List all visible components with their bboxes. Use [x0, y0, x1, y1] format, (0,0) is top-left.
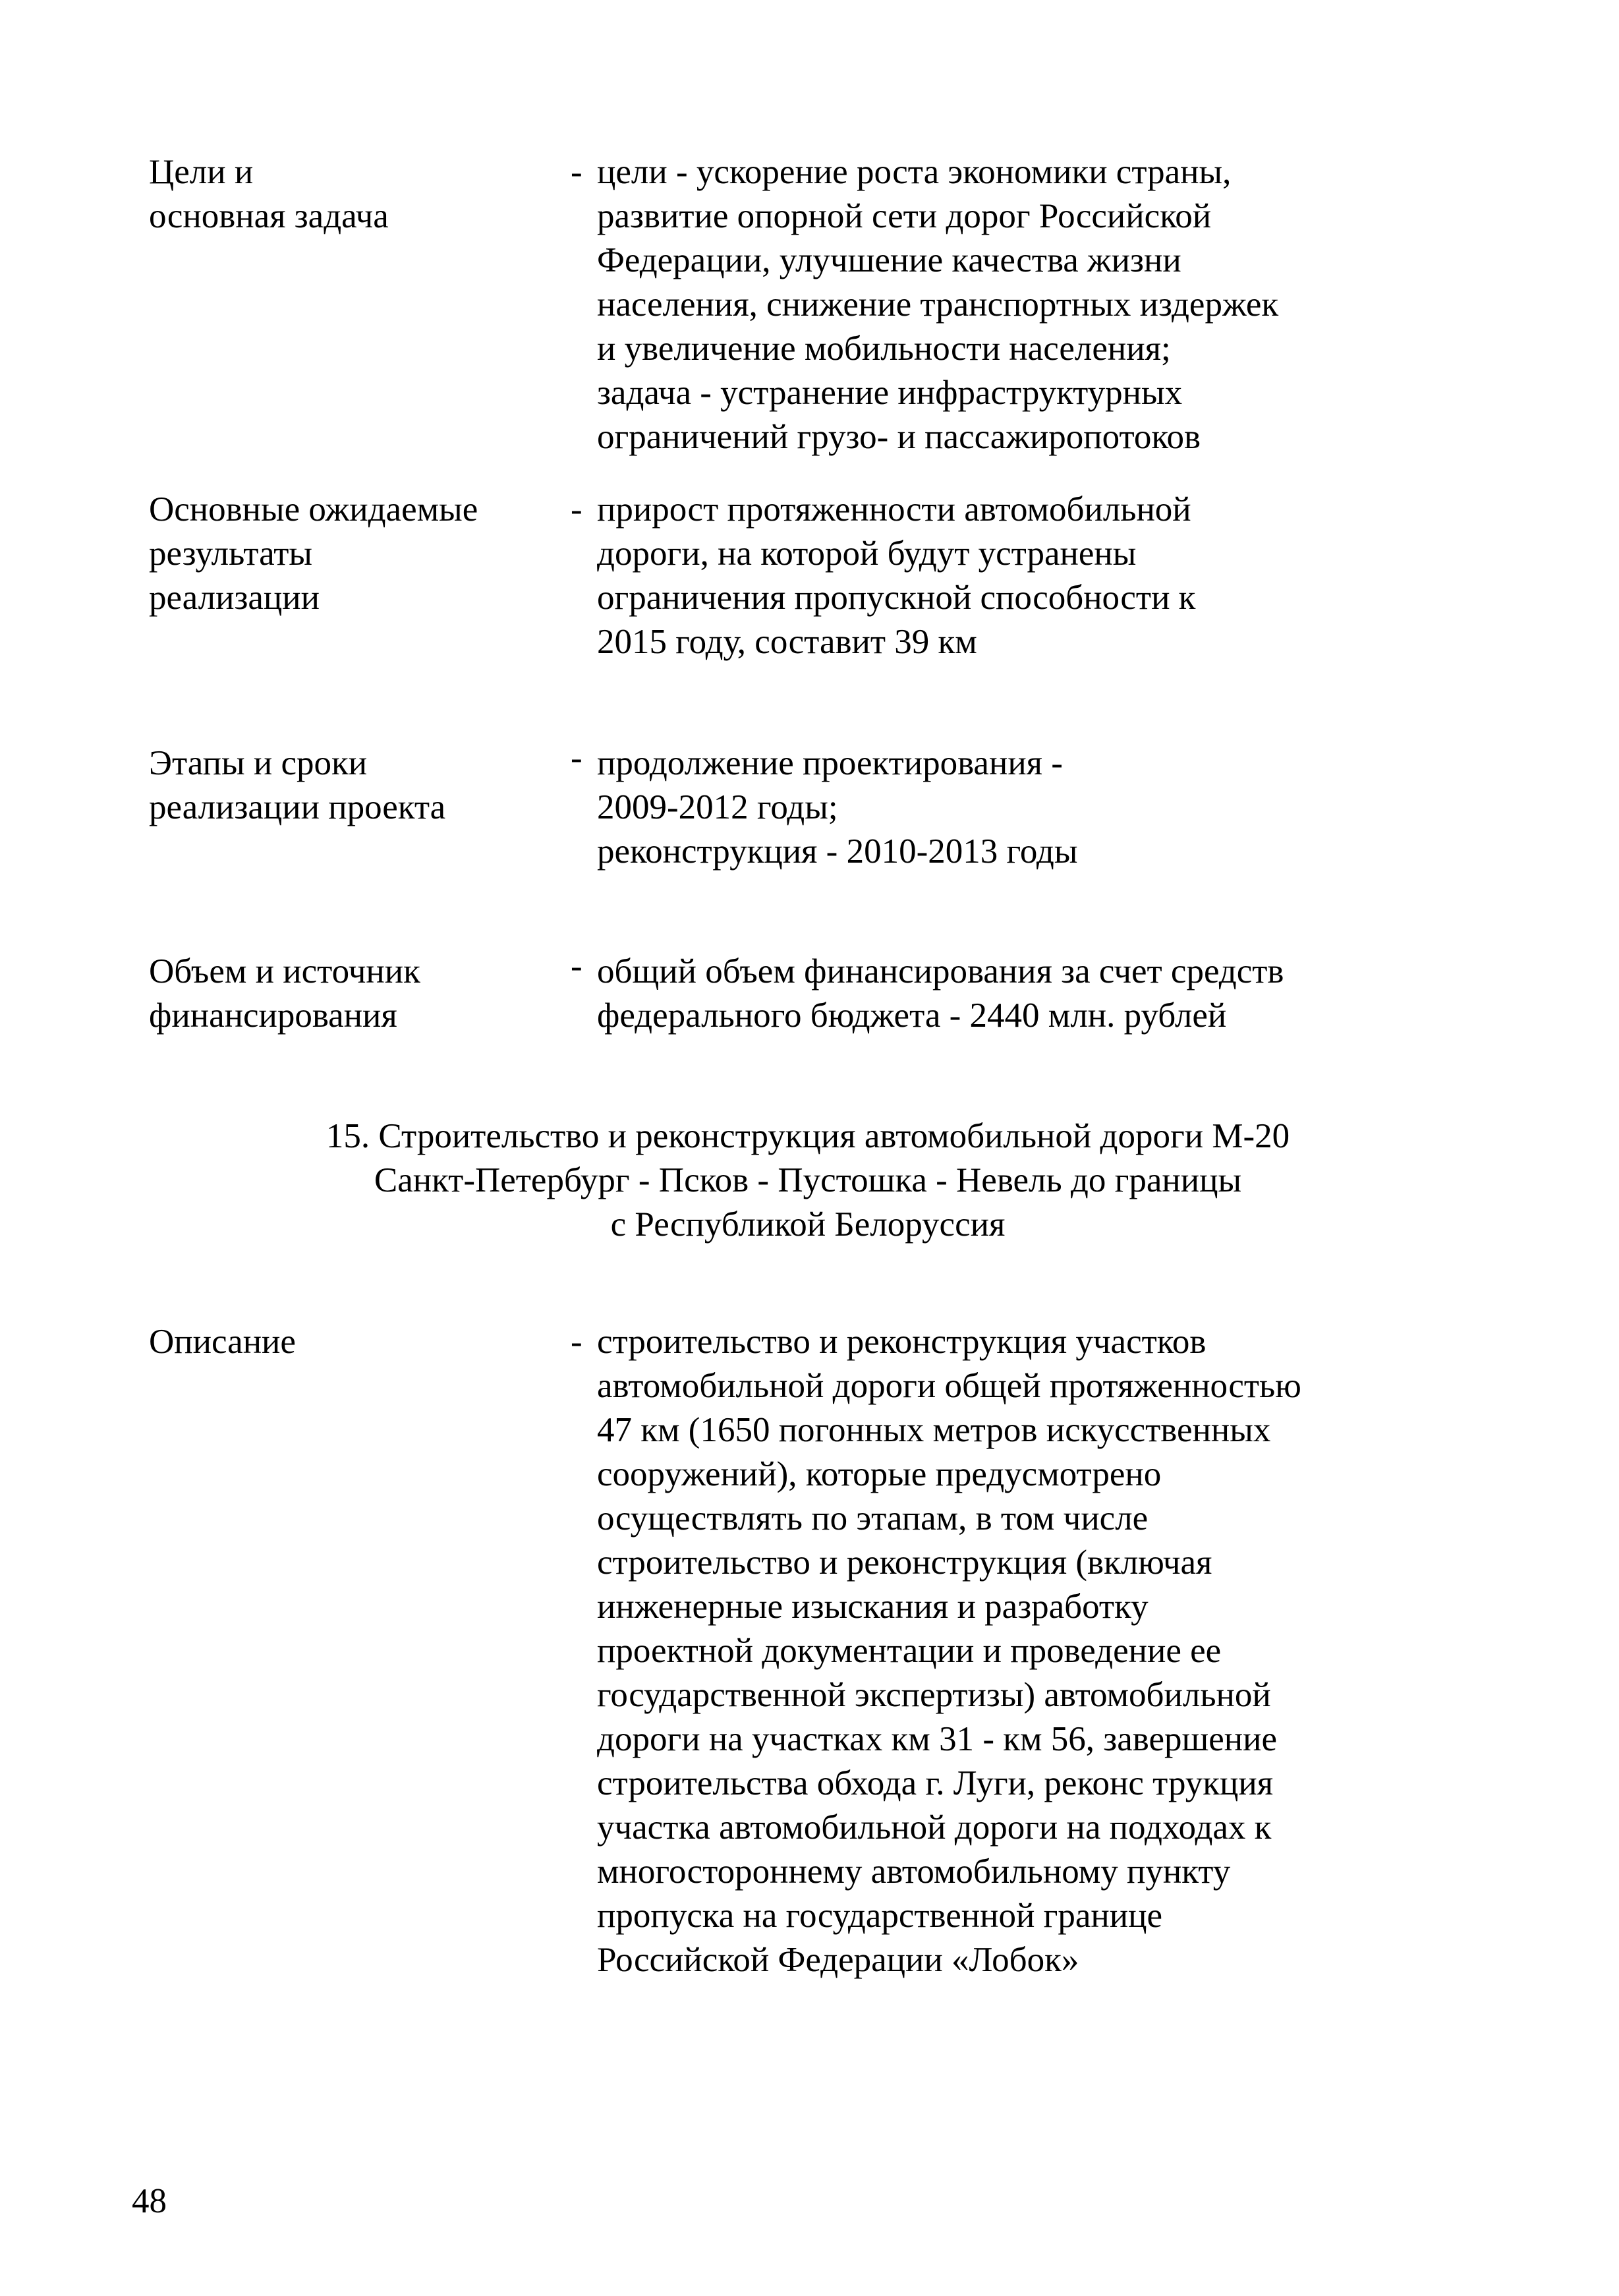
row-label: Цели и основная задача: [149, 153, 389, 235]
row-value: общий объем финансирования за счет средств федерального бюджета - 2440 млн. рублей: [597, 952, 1284, 1035]
row-label: Этапы и сроки реализации проекта: [149, 744, 446, 826]
row-dash: -: [571, 739, 582, 777]
row-value: цели - ускорение роста экономики страны, развитие опорной сети дорог Российской Федерации, улучшение качества жизни населения, снижение транспортных издержек и увеличение мобильности населения; задача - устранение инфраструктурных ограничений грузо- и пассажиропотоков: [597, 153, 1279, 456]
row-dash: -: [571, 947, 582, 985]
row-dash: -: [571, 1323, 582, 1361]
row-label: Объем и источник финансирования: [149, 952, 420, 1035]
row-value: продолжение проектирования - 2009-2012 годы; реконструкция - 2010-2013 годы: [597, 744, 1078, 871]
row-dash: -: [571, 490, 582, 529]
section-heading: 15. Строительство и реконструкция автомобильной дороги М-20 Санкт-Петербург - Псков - Пустошка - Невель до границы с Республикой Белоруссия: [326, 1117, 1290, 1244]
row-dash: -: [571, 153, 582, 191]
page-number: 48: [132, 2182, 167, 2220]
row-value: прирост протяженности автомобильной дороги, на которой будут устранены ограничения пропускной способности к 2015 году, составит 39 км: [597, 490, 1196, 661]
row-label: Описание: [149, 1323, 296, 1361]
row-label: Основные ожидаемые результаты реализации: [149, 490, 478, 617]
row-value: строительство и реконструкция участков автомобильной дороги общей протяженностью 47 км (1650 погонных метров искусственных сооружений), которые предусмотрено осуществлять по этапам, в том числе строительство и реконструкция (включая инженерные изыскания и разработку проектной документации и проведение ее государственной экспертизы) автомобильной дороги на участках км 31 - км 56, завершение строительства обхода г. Луги, реконс трукция участка автомобильной дороги на подходах к многостороннему автомобильному пункту пропуска на государственной границе Российской Федерации «Лобок»: [597, 1323, 1301, 1979]
